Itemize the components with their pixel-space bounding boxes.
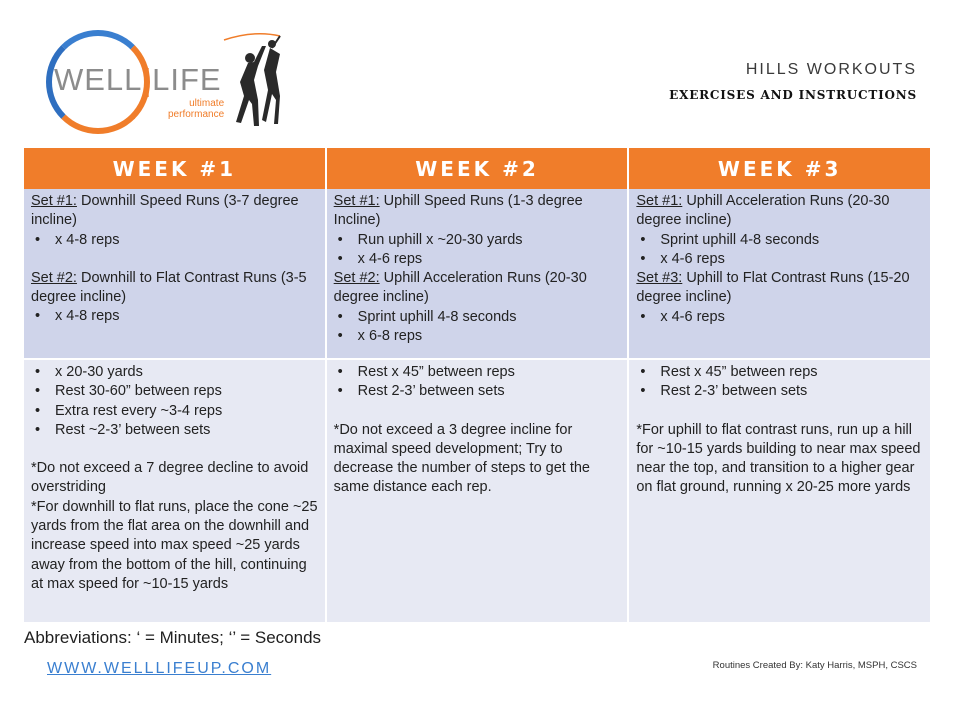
logo-life: LIFE [152, 62, 222, 97]
bullet-item [636, 363, 924, 382]
bullet-icon: • [337, 383, 343, 400]
brand-logo [36, 28, 276, 138]
website-link[interactable]: WWW.WELLLIFEUP.COM [47, 660, 272, 677]
bullet-text: Rest 30-60” between reps [55, 383, 222, 400]
bullet-icon: • [640, 308, 646, 325]
bullet-item [31, 421, 319, 440]
doc-title: HILLS WORKOUTS [745, 61, 917, 78]
bullet-item [334, 363, 622, 382]
sets-row [24, 189, 930, 358]
bullet-text: x 4-8 reps [55, 231, 120, 248]
workout-table [24, 148, 930, 622]
set-label: Set #3: [636, 270, 683, 287]
set-label: Set #1: [636, 193, 683, 209]
bullet-text: Rest 2-3’ between sets [660, 383, 808, 400]
instruction-note: *For uphill to flat contrast runs, run up a hill for ~10-15 yards building to near max speed near the top, and transition to a higher gear on flat ground, running x 20-25 more yards [636, 421, 921, 496]
spacer [31, 440, 319, 459]
bullet-icon: • [640, 383, 646, 400]
bullet-icon: • [337, 328, 343, 345]
bullet-text: Sprint uphill 4-8 seconds [357, 308, 517, 325]
bullet-item [31, 231, 319, 250]
set-name: Uphill Acceleration Runs (20-30 degree incline) [333, 270, 587, 306]
bullet-item [31, 307, 319, 326]
bullet-item [636, 250, 924, 269]
bullet-item [334, 250, 622, 269]
week-header-3: WEEK #3 [717, 156, 842, 181]
set-name: Uphill to Flat Contrast Runs (15-20 degree incline) [636, 270, 910, 306]
logo-tag-performance: performance [168, 109, 225, 120]
logo-tag-ultimate: ultimate [189, 98, 225, 109]
bullet-text: Rest x 45” between reps [660, 364, 818, 380]
spacer [334, 402, 622, 421]
bullet-text: Sprint uphill 4-8 seconds [660, 231, 820, 248]
bullet-text: x 4-8 reps [55, 308, 120, 325]
bullet-icon: • [35, 383, 41, 400]
athletes-silhouette-icon [214, 30, 284, 130]
bullet-item [334, 308, 622, 327]
spacer [636, 402, 924, 421]
bullet-icon: • [640, 364, 646, 380]
bullet-icon: • [337, 250, 343, 267]
logo-wordmark: WELL|LIFE [54, 62, 222, 97]
set-name: Downhill Speed Runs (3-7 degree incline) [31, 193, 299, 229]
bullet-icon: • [640, 250, 646, 267]
week-header-1: WEEK #1 [24, 148, 327, 189]
week-2-sets [327, 189, 630, 358]
week-1-sets [24, 189, 327, 358]
set-label: Set #1: [31, 193, 77, 209]
set-label: Set #2: [333, 270, 380, 287]
bullet-icon: • [337, 308, 343, 325]
bullet-text: Run uphill x ~20-30 yards [357, 231, 523, 248]
bullet-icon: • [337, 231, 343, 248]
week-3-notes [629, 360, 930, 622]
bullet-text: Rest x 45” between reps [357, 364, 515, 380]
bullet-item [636, 308, 924, 327]
week-2-notes [327, 360, 630, 622]
bullet-icon: • [35, 308, 41, 325]
bullet-item [31, 382, 319, 401]
set-title [636, 269, 924, 308]
week-header-2: WEEK #2 [327, 148, 630, 189]
notes-row [24, 358, 930, 622]
bullet-item [334, 382, 622, 401]
credit-line: Routines Created By: Katy Harris, MSPH, CSCS [712, 660, 917, 671]
abbreviations-label: Abbreviations: [24, 628, 132, 647]
bullet-text: x 6-8 reps [357, 328, 423, 345]
set-name: Downhill to Flat Contrast Runs (3-5 degree incline) [31, 269, 307, 306]
abbreviations-text: ‘ = Minutes; ‘’ = Seconds [131, 628, 322, 647]
bullet-text: Rest 2-3’ between sets [357, 383, 505, 400]
set-title [31, 269, 319, 308]
bullet-icon: • [35, 402, 41, 419]
set-title [31, 192, 319, 231]
abbreviations [24, 628, 321, 648]
bullet-icon: • [640, 231, 646, 248]
instruction-note: *Do not exceed a 7 degree decline to avoid overstriding [31, 460, 309, 496]
set-name: Uphill Speed Runs (1-3 degree Incline) [333, 193, 583, 229]
bullet-text: Rest ~2-3’ between sets [55, 421, 211, 438]
bullet-item [636, 231, 924, 250]
bullet-text: x 4-6 reps [660, 250, 725, 267]
set-label: Set #1: [333, 193, 380, 209]
bullet-icon: • [35, 364, 41, 380]
bullet-item [334, 327, 622, 346]
bullet-icon: • [35, 421, 41, 438]
bullet-item [31, 363, 319, 382]
week-1-notes [24, 360, 327, 622]
set-name: Uphill Acceleration Runs (20-30 degree incline) [636, 193, 890, 229]
week-3-sets [629, 189, 930, 358]
logo-well: WELL [54, 62, 143, 97]
bullet-item [334, 231, 622, 250]
bullet-icon: • [35, 231, 41, 248]
table-header-row [24, 148, 930, 189]
set-label: Set #2: [31, 269, 77, 286]
doc-subtitle: EXERCISES AND INSTRUCTIONS [669, 88, 917, 102]
bullet-text: x 4-6 reps [660, 308, 725, 325]
set-title [334, 269, 622, 308]
set-title [636, 192, 924, 231]
bullet-item [31, 402, 319, 421]
instruction-note: *Do not exceed a 3 degree incline for maximal speed development; Try to decrease the number of steps to get the same distance each rep. [333, 421, 590, 496]
bullet-text: Extra rest every ~3-4 reps [55, 402, 223, 419]
bullet-text: x 4-6 reps [357, 250, 423, 267]
bullet-text: x 20-30 yards [55, 364, 143, 380]
instruction-note: *For downhill to flat runs, place the cone ~25 yards from the flat area on the downhill and increase speed into max speed ~25 yards away from the bottom of the hill, continuing at max speed for ~10-15 yards [31, 498, 318, 592]
spacer [31, 250, 319, 269]
bullet-icon: • [337, 364, 343, 380]
set-title [334, 192, 622, 231]
bullet-item [636, 382, 924, 401]
